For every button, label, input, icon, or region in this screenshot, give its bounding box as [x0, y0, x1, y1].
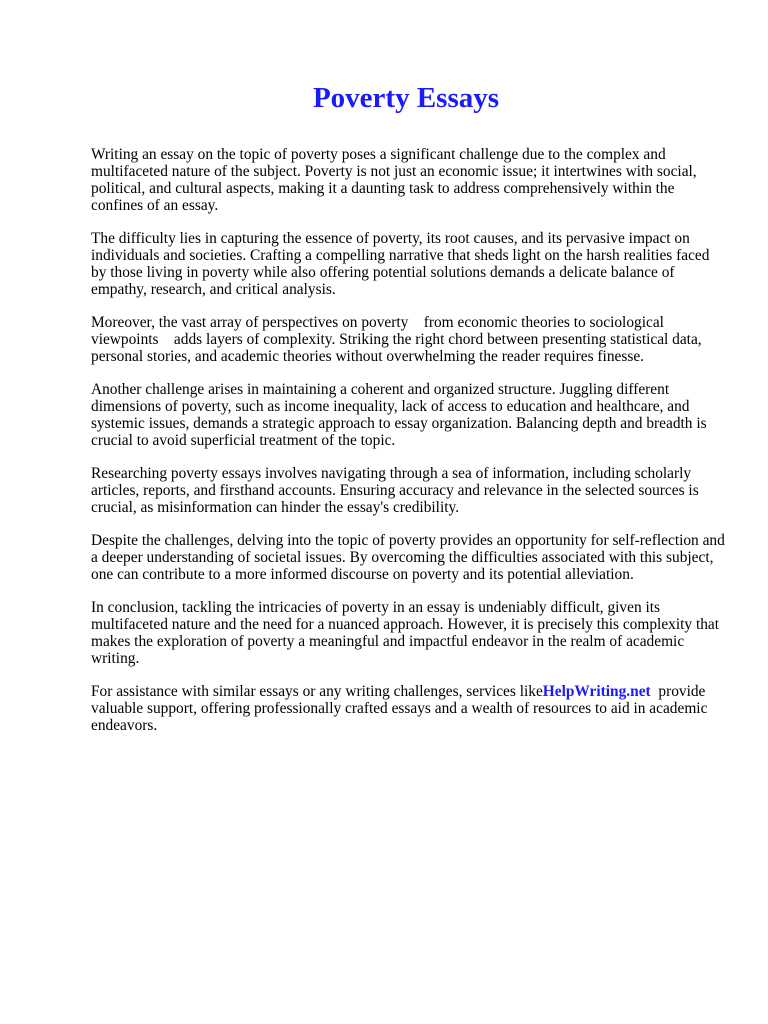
paragraph-6: Despite the challenges, delving into the topic of poverty provides an opportunity for self-reflection and a deeper understanding of societal issues. By overcoming the difficulties associated with this subject, one can contribute to a more informed discourse on poverty and its potential alleviation.	[91, 532, 729, 583]
page-title: Poverty Essays	[312, 82, 500, 114]
helpwriting-link[interactable]: HelpWriting.net	[542, 683, 651, 700]
paragraph-8	[91, 683, 726, 734]
paragraph-7: In conclusion, tackling the intricacies of poverty in an essay is undeniably difficult, given its multifaceted nature and the need for a nuanced approach. However, it is precisely this complexity that makes the exploration of poverty a meaningful and impactful endeavor in the realm of academic writing.	[91, 599, 723, 667]
paragraph-5: Researching poverty essays involves navigating through a sea of information, including scholarly articles, reports, and firsthand accounts. Ensuring accuracy and relevance in the selected sources is crucial, as misinformation can hinder the essay's credibility.	[91, 465, 703, 516]
paragraph-2: The difficulty lies in capturing the essence of poverty, its root causes, and its pervasive impact on individuals and societies. Crafting a compelling narrative that sheds light on the harsh realities faced by those living in poverty while also offering potential solutions demands a delicate balance of empathy, research, and critical analysis.	[91, 230, 714, 298]
paragraph-1: Writing an essay on the topic of poverty poses a significant challenge due to the complex and multifaceted nature of the subject. Poverty is not just an economic issue; it intertwines with social, political, and cultural aspects, making it a daunting task to address comprehensively within the confines of an essay.	[91, 146, 701, 214]
paragraph-8-before-link: For assistance with similar essays or any writing challenges, services like	[91, 683, 543, 700]
paragraph-8-after-link: provide valuable support, offering professionally crafted essays and a wealth of resources to aid in academic endeavors.	[91, 683, 712, 734]
essay-body	[91, 146, 729, 750]
paragraph-4: Another challenge arises in maintaining a coherent and organized structure. Juggling different dimensions of poverty, such as income inequality, lack of access to education and healthcare, and systemic issues, demands a strategic approach to essay organization. Balancing depth and breadth is crucial to avoid superficial treatment of the topic.	[91, 381, 711, 449]
paragraph-3: Moreover, the vast array of perspectives on poverty from economic theories to sociological viewpoints adds layers of complexity. Striking the right chord between presenting statistical data, personal stories, and academic theories without overwhelming the reader requires finesse.	[91, 314, 706, 365]
